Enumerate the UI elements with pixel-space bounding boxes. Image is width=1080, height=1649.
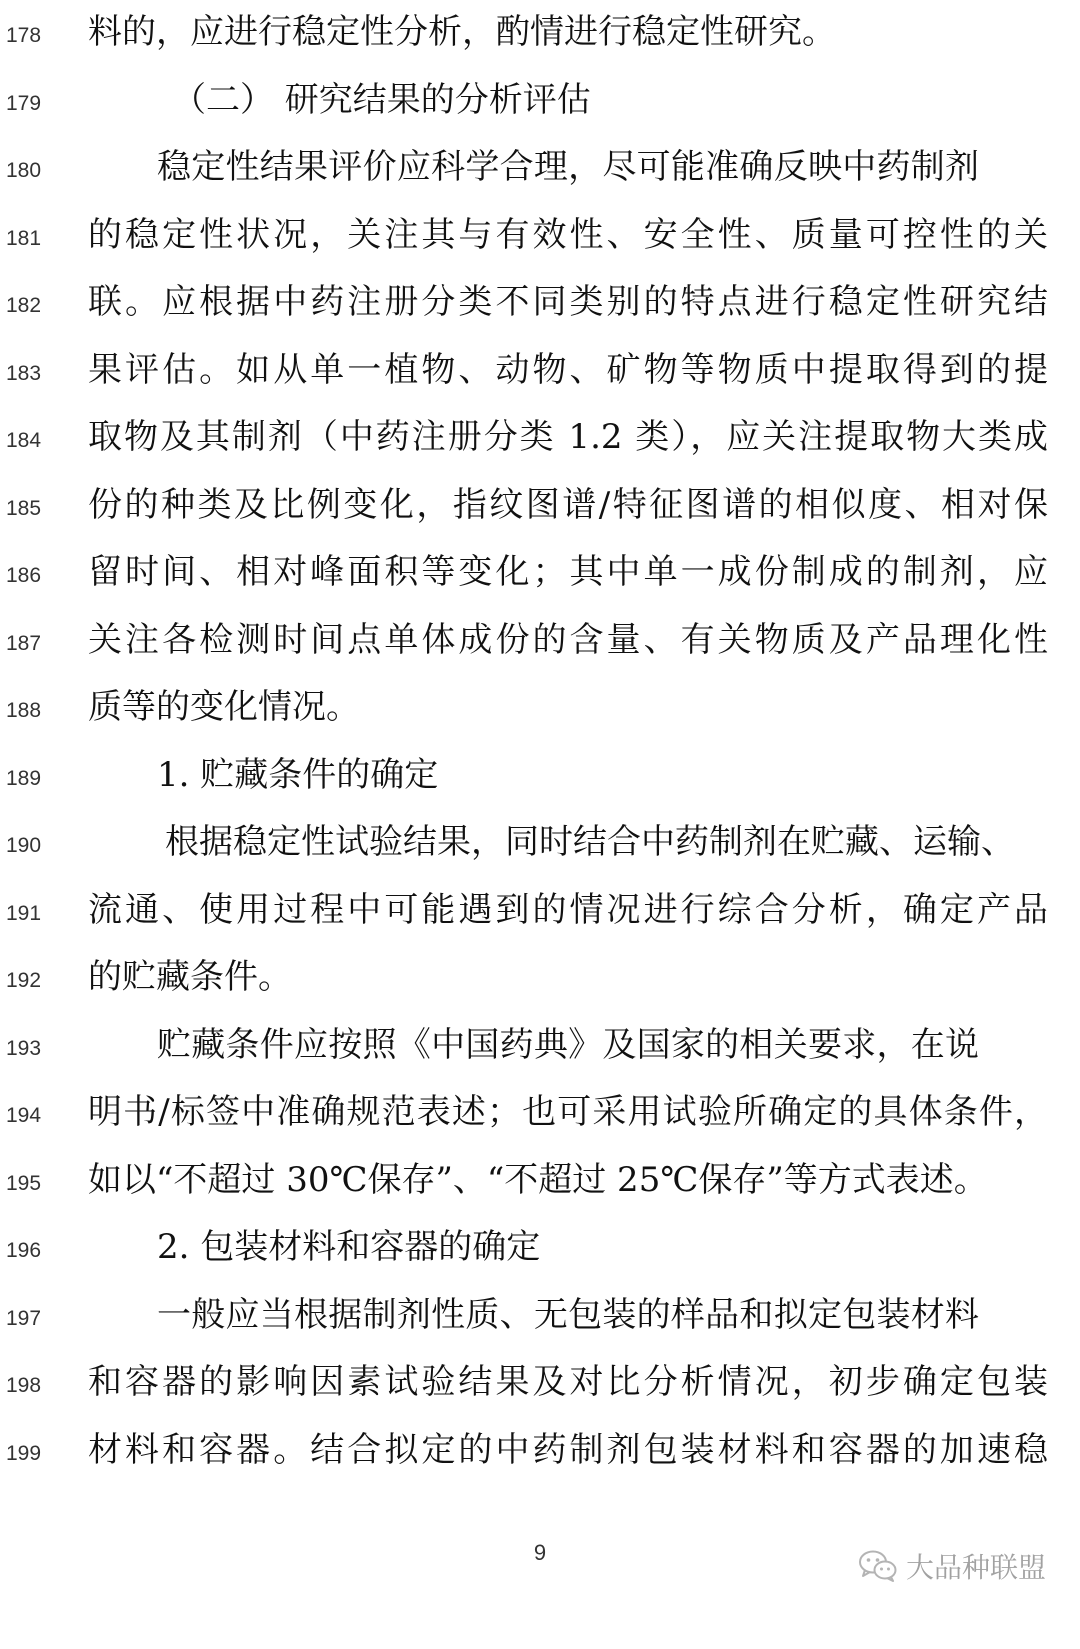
line-number: 196 <box>6 1239 42 1262</box>
line-text: 流通、使用过程中可能遇到的情况进行综合分析，确定产品 <box>88 889 1048 930</box>
line-number: 183 <box>6 361 42 385</box>
line-text: 果评估。如从单一植物、动物、矿物等物质中提取得到的提 <box>88 349 1048 390</box>
line-number: 192 <box>6 969 42 992</box>
text-line <box>0 270 1080 342</box>
line-number: 190 <box>6 834 42 857</box>
watermark-text: 大品种联盟 <box>906 1551 1047 1584</box>
section-heading <box>0 68 1080 140</box>
line-text: 根据稳定性试验结果，同时结合中药制剂在贮藏、运输、 <box>165 822 1015 862</box>
text-line <box>0 203 1080 275</box>
line-text: 明书/标签中准确规范表述；也可采用试验所确定的具体条件， <box>88 1092 1048 1132</box>
line-text: 份的种类及比例变化，指纹图谱/特征图谱的相似度、相对保 <box>88 484 1048 525</box>
line-text: 和容器的影响因素试验结果及对比分析情况，初步确定包装 <box>88 1362 1048 1402</box>
line-number: 179 <box>6 91 42 115</box>
text-line <box>0 675 1080 747</box>
line-number: 184 <box>6 429 42 452</box>
text-line <box>0 1080 1080 1152</box>
line-number: 180 <box>6 159 42 182</box>
line-number: 195 <box>6 1171 42 1195</box>
line-text: 的稳定性状况，关注其与有效性、安全性、质量可控性的关 <box>88 214 1048 255</box>
line-text: 料的，应进行稳定性分析，酌情进行稳定性研究。 <box>88 12 836 52</box>
text-line <box>0 810 1080 882</box>
text-line <box>0 405 1080 477</box>
subsection-heading <box>0 1215 1080 1287</box>
line-text: 一般应当根据制剂性质、无包装的样品和拟定包装材料 <box>157 1294 979 1335</box>
line-number: 197 <box>6 1306 42 1330</box>
line-text: 质等的变化情况。 <box>88 687 360 727</box>
text-line <box>0 878 1080 950</box>
line-text: 1. 贮藏条件的确定 <box>157 754 439 795</box>
text-line <box>0 0 1080 72</box>
line-text: 贮藏条件应按照《中国药典》及国家的相关要求，在说 <box>157 1024 979 1065</box>
line-text: （二） 研究结果的分析评估 <box>172 79 591 120</box>
line-number: 191 <box>6 901 42 925</box>
text-line <box>0 1013 1080 1085</box>
line-number: 181 <box>6 226 42 250</box>
text-line <box>0 1350 1080 1422</box>
line-text: 关注各检测时间点单体成份的含量、有关物质及产品理化性 <box>88 619 1048 660</box>
line-number: 186 <box>6 564 42 587</box>
text-line <box>0 608 1080 680</box>
line-text: 材料和容器。结合拟定的中药制剂包装材料和容器的加速稳 <box>88 1429 1048 1470</box>
watermark <box>858 1546 1046 1586</box>
line-text: 留时间、相对峰面积等变化；其中单一成份制成的制剂，应 <box>88 552 1048 592</box>
page-number: 9 <box>533 1540 547 1565</box>
line-text: 如以“不超过 30℃保存”、“不超过 25℃保存”等方式表述。 <box>88 1159 988 1200</box>
line-number: 194 <box>6 1104 42 1127</box>
text-line <box>0 540 1080 612</box>
text-line <box>0 135 1080 207</box>
text-line <box>0 945 1080 1017</box>
line-text: 的贮藏条件。 <box>88 957 292 997</box>
text-line <box>0 1148 1080 1220</box>
line-number: 193 <box>6 1036 42 1060</box>
line-number: 185 <box>6 496 42 520</box>
line-number: 188 <box>6 699 42 722</box>
line-text: 2. 包装材料和容器的确定 <box>157 1227 541 1267</box>
line-text: 联。应根据中药注册分类不同类别的特点进行稳定性研究结 <box>88 282 1048 322</box>
text-line <box>0 473 1080 545</box>
line-number: 182 <box>6 294 42 317</box>
line-number: 187 <box>6 631 42 655</box>
text-line <box>0 1418 1080 1490</box>
text-line <box>0 1283 1080 1355</box>
line-number: 199 <box>6 1441 42 1465</box>
line-text: 稳定性结果评价应科学合理，尽可能准确反映中药制剂 <box>157 147 979 187</box>
line-number: 189 <box>6 766 42 790</box>
line-number: 178 <box>6 24 42 47</box>
wechat-icon <box>858 1549 898 1583</box>
text-line <box>0 338 1080 410</box>
line-text: 取物及其制剂（中药注册分类 1.2 类），应关注提取物大类成 <box>88 417 1048 457</box>
line-number: 198 <box>6 1374 42 1397</box>
subsection-heading <box>0 743 1080 815</box>
